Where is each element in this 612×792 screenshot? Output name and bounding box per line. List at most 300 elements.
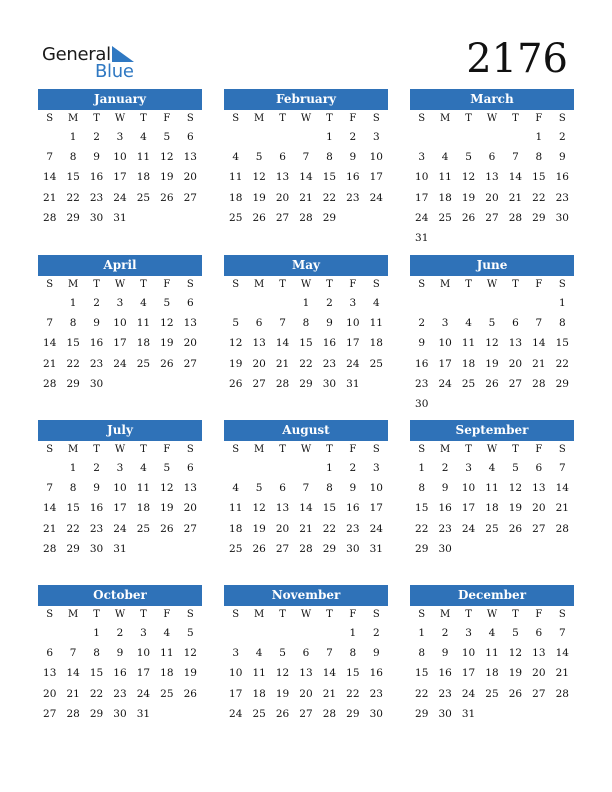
day-cell: 24 — [229, 707, 243, 720]
weekday-label: W — [114, 609, 126, 620]
day-cell: 4 — [232, 482, 240, 495]
day-cell: 15 — [299, 337, 313, 350]
day-cell: 9 — [349, 151, 357, 164]
day-cell: 25 — [252, 707, 266, 720]
day-cell: 7 — [302, 482, 310, 495]
day-cell: 20 — [183, 171, 197, 184]
weekday-label: M — [254, 444, 265, 455]
day-cell: 23 — [322, 357, 337, 370]
day-cell: 2 — [558, 131, 566, 143]
day-cell: 10 — [369, 151, 383, 164]
day-cell: 23 — [438, 522, 452, 535]
weekday-label: W — [300, 444, 312, 455]
day-cell: 7 — [512, 151, 519, 164]
day-cell: 24 — [346, 357, 360, 370]
day-cell: 12 — [160, 151, 174, 164]
empty-day-cell — [271, 458, 294, 478]
weekday-label: M — [440, 444, 451, 455]
day-cell: 5 — [186, 627, 194, 639]
weekday-label: W — [114, 279, 126, 290]
empty-day-cell — [480, 293, 503, 313]
day-cell: 3 — [465, 462, 472, 474]
weekday-label: S — [418, 444, 426, 455]
day-cell: 22 — [346, 687, 360, 700]
weekday-label: S — [372, 444, 380, 455]
weekday-label: T — [465, 609, 472, 620]
day-cell: 2 — [349, 131, 357, 143]
month-header: December — [410, 585, 574, 606]
day-cell: 14 — [43, 337, 57, 350]
day-cell: 7 — [535, 317, 543, 330]
day-cell: 31 — [136, 707, 151, 720]
weekday-label: F — [163, 113, 171, 124]
weekday-label: W — [486, 113, 498, 124]
day-cell: 25 — [136, 191, 151, 204]
month-days-grid — [38, 110, 202, 228]
weekday-label: T — [326, 113, 333, 124]
day-cell: 27 — [183, 357, 197, 370]
day-cell: 16 — [369, 667, 383, 680]
empty-day-cell — [271, 293, 294, 313]
day-cell: 4 — [163, 627, 171, 639]
day-cell: 11 — [485, 482, 499, 495]
day-cell: 26 — [160, 191, 174, 204]
day-cell: 29 — [346, 707, 360, 720]
day-cell: 3 — [116, 131, 124, 143]
day-cell: 2 — [441, 462, 449, 474]
day-cell: 27 — [183, 522, 197, 535]
day-cell: 18 — [136, 502, 151, 515]
day-cell: 30 — [438, 707, 452, 720]
empty-day-cell — [38, 623, 61, 643]
weekday-label: T — [512, 444, 519, 455]
day-cell: 1 — [349, 627, 357, 639]
weekday-label: T — [326, 279, 333, 290]
day-cell: 18 — [136, 337, 151, 350]
day-cell: 31 — [369, 542, 383, 555]
day-cell: 3 — [116, 297, 124, 309]
day-cell: 2 — [116, 627, 124, 639]
day-cell: 5 — [163, 131, 171, 143]
day-cell: 17 — [369, 171, 383, 184]
weekday-label: T — [279, 444, 286, 455]
day-cell: 9 — [441, 647, 449, 660]
day-cell: 16 — [438, 667, 452, 680]
day-cell: 12 — [160, 317, 174, 330]
day-cell: 12 — [508, 482, 523, 495]
day-cell: 20 — [275, 191, 290, 204]
weekday-label: M — [440, 609, 451, 620]
day-cell: 21 — [299, 191, 313, 204]
day-cell: 8 — [326, 482, 333, 495]
day-cell: 16 — [555, 171, 569, 184]
day-cell: 21 — [275, 357, 290, 370]
day-cell: 15 — [66, 337, 80, 350]
day-cell: 24 — [461, 687, 476, 700]
day-cell: 10 — [113, 317, 127, 330]
empty-day-cell — [504, 127, 527, 147]
day-cell: 13 — [275, 171, 290, 184]
day-cell: 28 — [43, 377, 57, 390]
day-cell: 10 — [136, 647, 151, 660]
day-cell: 19 — [461, 191, 476, 204]
day-cell: 17 — [415, 191, 429, 204]
empty-day-cell — [271, 623, 294, 643]
day-cell: 13 — [532, 647, 546, 660]
month-april — [38, 255, 202, 394]
weekday-label: M — [440, 113, 451, 124]
day-cell: 21 — [43, 357, 57, 370]
day-cell: 20 — [252, 357, 266, 370]
month-november — [224, 585, 388, 724]
day-cell: 2 — [93, 462, 100, 474]
day-cell: 2 — [441, 627, 449, 639]
day-cell: 15 — [346, 667, 360, 680]
day-cell: 15 — [89, 667, 104, 680]
day-cell: 21 — [66, 687, 80, 700]
weekday-label: F — [535, 279, 543, 290]
weekday-label: S — [558, 113, 566, 124]
empty-day-cell — [457, 293, 480, 313]
day-cell: 10 — [113, 482, 127, 495]
day-cell: 26 — [229, 377, 243, 390]
day-cell: 19 — [275, 687, 290, 700]
month-header: August — [224, 420, 388, 441]
day-cell: 4 — [488, 462, 496, 474]
day-cell: 6 — [279, 151, 286, 164]
day-cell: 15 — [532, 171, 546, 184]
day-cell: 19 — [160, 337, 174, 350]
day-cell: 18 — [160, 667, 174, 680]
weekday-label: S — [558, 279, 566, 290]
day-cell: 7 — [326, 647, 333, 660]
day-cell: 22 — [415, 687, 429, 700]
month-march — [410, 89, 574, 248]
day-cell: 22 — [66, 522, 80, 535]
month-october — [38, 585, 202, 724]
day-cell: 6 — [512, 317, 519, 330]
day-cell: 24 — [113, 191, 127, 204]
weekday-label: F — [535, 444, 543, 455]
day-cell: 9 — [93, 482, 100, 495]
day-cell: 17 — [461, 502, 476, 515]
day-cell: 28 — [322, 707, 337, 720]
day-cell: 29 — [415, 707, 429, 720]
day-cell: 6 — [255, 317, 263, 330]
month-days-grid — [38, 606, 202, 724]
day-cell: 18 — [229, 522, 243, 535]
weekday-label: M — [68, 113, 79, 124]
month-august — [224, 420, 388, 559]
day-cell: 30 — [369, 707, 383, 720]
day-cell: 11 — [252, 667, 266, 680]
day-cell: 6 — [279, 482, 286, 495]
month-days-grid — [224, 110, 388, 228]
weekday-label: T — [512, 113, 519, 124]
day-cell: 5 — [512, 462, 519, 474]
day-cell: 5 — [163, 297, 171, 309]
day-cell: 11 — [160, 647, 174, 660]
weekday-label: M — [68, 444, 79, 455]
day-cell: 14 — [299, 502, 313, 515]
month-header: July — [38, 420, 202, 441]
day-cell: 3 — [140, 627, 147, 639]
day-cell: 16 — [415, 357, 429, 370]
day-cell: 23 — [89, 191, 104, 204]
weekday-label: W — [114, 444, 126, 455]
day-cell: 17 — [136, 667, 151, 680]
day-cell: 20 — [275, 522, 290, 535]
day-cell: 1 — [69, 297, 77, 309]
day-cell: 14 — [66, 667, 80, 680]
day-cell: 16 — [89, 171, 104, 184]
day-cell: 2 — [349, 462, 357, 474]
day-cell: 14 — [43, 502, 57, 515]
day-cell: 5 — [232, 317, 240, 330]
month-days-grid — [410, 606, 574, 724]
day-cell: 22 — [532, 191, 546, 204]
day-cell: 14 — [532, 337, 546, 350]
month-may — [224, 255, 388, 394]
day-cell: 11 — [229, 171, 243, 184]
day-cell: 9 — [418, 337, 426, 350]
day-cell: 28 — [43, 542, 57, 555]
day-cell: 17 — [461, 667, 476, 680]
day-cell: 14 — [555, 647, 569, 660]
empty-day-cell — [224, 293, 247, 313]
logo-general-text: General — [42, 44, 111, 65]
day-cell: 11 — [369, 317, 383, 330]
day-cell: 5 — [279, 647, 286, 660]
weekday-label: T — [279, 609, 286, 620]
day-cell: 8 — [558, 317, 566, 330]
day-cell: 3 — [116, 462, 124, 474]
month-days-grid — [224, 441, 388, 559]
day-cell: 16 — [322, 337, 337, 350]
day-cell: 5 — [488, 317, 496, 330]
day-cell: 20 — [532, 667, 546, 680]
day-cell: 22 — [66, 191, 80, 204]
day-cell: 24 — [461, 522, 476, 535]
month-september — [410, 420, 574, 559]
day-cell: 23 — [346, 522, 360, 535]
day-cell: 11 — [136, 317, 151, 330]
month-header: May — [224, 255, 388, 276]
month-december — [410, 585, 574, 724]
day-cell: 25 — [229, 542, 243, 555]
day-cell: 20 — [299, 687, 313, 700]
day-cell: 25 — [485, 522, 499, 535]
day-cell: 6 — [186, 462, 194, 474]
weekday-label: S — [232, 279, 240, 290]
day-cell: 25 — [369, 357, 383, 370]
empty-day-cell — [410, 127, 433, 147]
day-cell: 13 — [485, 171, 499, 184]
day-cell: 19 — [160, 502, 174, 515]
day-cell: 9 — [558, 151, 566, 164]
day-cell: 1 — [418, 462, 426, 474]
day-cell: 25 — [160, 687, 174, 700]
day-cell: 10 — [229, 667, 243, 680]
day-cell: 18 — [461, 357, 476, 370]
day-cell: 23 — [438, 687, 452, 700]
day-cell: 18 — [229, 191, 243, 204]
day-cell: 25 — [438, 211, 452, 224]
weekday-label: S — [46, 444, 54, 455]
weekday-label: S — [232, 113, 240, 124]
weekday-label: S — [46, 113, 54, 124]
day-cell: 11 — [136, 151, 151, 164]
day-cell: 4 — [488, 627, 496, 639]
day-cell: 19 — [229, 357, 243, 370]
day-cell: 19 — [252, 191, 266, 204]
weekday-label: M — [440, 279, 451, 290]
day-cell: 20 — [508, 357, 523, 370]
day-cell: 16 — [89, 502, 104, 515]
day-cell: 3 — [465, 627, 472, 639]
empty-day-cell — [410, 293, 433, 313]
day-cell: 9 — [372, 647, 380, 660]
day-cell: 1 — [558, 297, 566, 309]
day-cell: 31 — [415, 231, 429, 244]
day-cell: 28 — [532, 377, 546, 390]
day-cell: 30 — [322, 377, 337, 390]
logo — [42, 44, 142, 84]
day-cell: 12 — [252, 502, 266, 515]
day-cell: 6 — [186, 131, 194, 143]
day-cell: 29 — [415, 542, 429, 555]
day-cell: 13 — [183, 482, 197, 495]
weekday-label: T — [465, 279, 472, 290]
weekday-label: S — [418, 609, 426, 620]
day-cell: 17 — [113, 502, 127, 515]
day-cell: 26 — [183, 687, 197, 700]
month-header: October — [38, 585, 202, 606]
day-cell: 10 — [438, 337, 452, 350]
day-cell: 23 — [113, 687, 127, 700]
day-cell: 23 — [89, 357, 104, 370]
day-cell: 20 — [532, 502, 546, 515]
day-cell: 21 — [532, 357, 546, 370]
logo-flag-icon — [112, 46, 134, 62]
day-cell: 24 — [136, 687, 151, 700]
weekday-label: F — [349, 279, 357, 290]
day-cell: 1 — [93, 627, 100, 639]
day-cell: 24 — [369, 191, 383, 204]
day-cell: 5 — [465, 151, 472, 164]
day-cell: 4 — [441, 151, 449, 164]
month-header: June — [410, 255, 574, 276]
day-cell: 29 — [66, 542, 80, 555]
day-cell: 10 — [369, 482, 383, 495]
day-cell: 1 — [69, 462, 77, 474]
day-cell: 17 — [346, 337, 360, 350]
weekday-label: T — [465, 113, 472, 124]
day-cell: 12 — [275, 667, 290, 680]
day-cell: 27 — [252, 377, 266, 390]
day-cell: 27 — [183, 191, 197, 204]
day-cell: 29 — [89, 707, 104, 720]
day-cell: 14 — [299, 171, 313, 184]
day-cell: 14 — [508, 171, 523, 184]
day-cell: 17 — [229, 687, 243, 700]
day-cell: 14 — [322, 667, 337, 680]
empty-day-cell — [433, 127, 456, 147]
weekday-label: W — [300, 113, 312, 124]
day-cell: 3 — [349, 297, 357, 309]
day-cell: 2 — [418, 317, 426, 330]
empty-day-cell — [271, 127, 294, 147]
day-cell: 22 — [322, 522, 337, 535]
day-cell: 29 — [322, 211, 337, 224]
weekday-label: S — [186, 279, 194, 290]
month-days-grid — [38, 441, 202, 559]
month-header: February — [224, 89, 388, 110]
day-cell: 23 — [369, 687, 383, 700]
day-cell: 3 — [372, 462, 380, 474]
weekday-label: S — [558, 609, 566, 620]
day-cell: 6 — [302, 647, 310, 660]
weekday-label: M — [254, 113, 265, 124]
day-cell: 20 — [485, 191, 499, 204]
day-cell: 10 — [461, 647, 476, 660]
weekday-label: W — [486, 444, 498, 455]
day-cell: 3 — [372, 131, 380, 143]
day-cell: 8 — [302, 317, 310, 330]
day-cell: 12 — [252, 171, 266, 184]
day-cell: 27 — [43, 707, 57, 720]
weekday-label: M — [68, 609, 79, 620]
day-cell: 13 — [299, 667, 313, 680]
day-cell: 15 — [415, 667, 429, 680]
day-cell: 11 — [438, 171, 452, 184]
empty-day-cell — [247, 127, 270, 147]
weekday-label: W — [114, 113, 126, 124]
month-days-grid — [38, 276, 202, 394]
day-cell: 13 — [508, 337, 523, 350]
weekday-label: T — [279, 279, 286, 290]
day-cell: 4 — [255, 647, 263, 660]
day-cell: 28 — [555, 522, 569, 535]
day-cell: 22 — [415, 522, 429, 535]
day-cell: 25 — [229, 211, 243, 224]
month-days-grid — [410, 110, 574, 248]
day-cell: 4 — [372, 297, 380, 309]
month-days-grid — [410, 441, 574, 559]
day-cell: 2 — [326, 297, 333, 309]
day-cell: 12 — [229, 337, 243, 350]
day-cell: 10 — [415, 171, 429, 184]
day-cell: 11 — [229, 502, 243, 515]
empty-day-cell — [247, 293, 270, 313]
day-cell: 9 — [349, 482, 357, 495]
day-cell: 30 — [415, 397, 429, 410]
weekday-label: T — [140, 113, 147, 124]
day-cell: 14 — [43, 171, 57, 184]
weekday-label: S — [558, 444, 566, 455]
day-cell: 21 — [299, 522, 313, 535]
day-cell: 18 — [485, 502, 499, 515]
weekday-label: T — [465, 444, 472, 455]
day-cell: 10 — [346, 317, 360, 330]
empty-day-cell — [433, 293, 456, 313]
day-cell: 29 — [66, 211, 80, 224]
empty-day-cell — [480, 127, 503, 147]
day-cell: 8 — [69, 151, 77, 164]
day-cell: 16 — [346, 171, 360, 184]
day-cell: 21 — [43, 522, 57, 535]
day-cell: 5 — [512, 627, 519, 639]
